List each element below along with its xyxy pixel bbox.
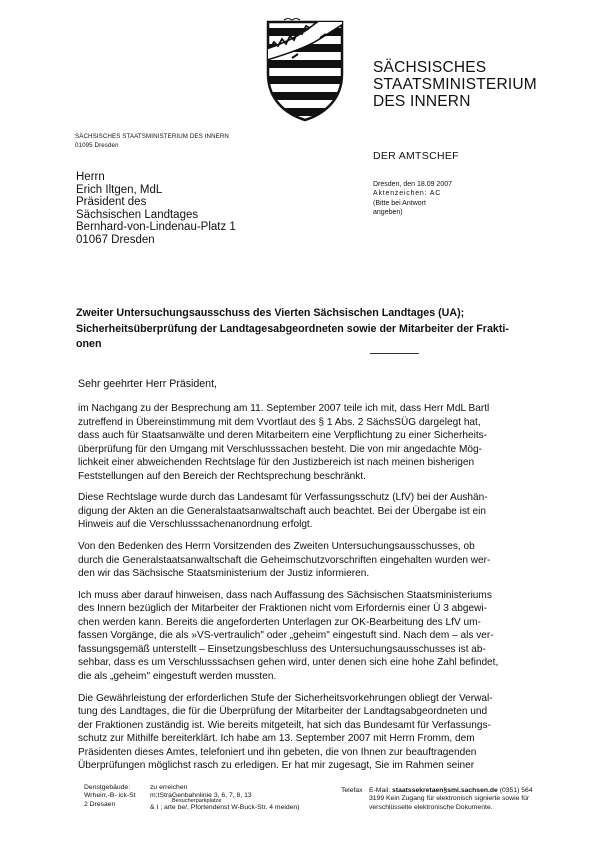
footer-line: 2 Dresaen xyxy=(84,800,116,808)
subject-line xyxy=(76,306,532,353)
body-line: Diese Rechtslage wurde durch das Landesamt für Verfassungsschutz (LfV) bei der Aushän- xyxy=(78,492,488,504)
recipient-institution: Sächsischen Landtages xyxy=(76,208,199,221)
body-line: fassungsgemäß unterstellt – Einsetzungsbeschluss des Untersuchungsausschusses ist ab- xyxy=(78,643,486,655)
body-line: chen werden kann. Bereits die angeforderten Unterlagen zur OK-Bearbeitung des LfV um- xyxy=(78,616,481,628)
footer-contact xyxy=(369,787,589,812)
sender-address xyxy=(75,132,229,150)
subject-underline-divider xyxy=(370,353,419,354)
footer-building xyxy=(84,784,136,809)
body-line: im Nachgang zu der Besprechung am 11. September 2007 teile ich mit, dass Herr MdL Bartl xyxy=(78,403,490,414)
ministry-name xyxy=(373,59,537,110)
body-line: Überprüfungen möglichst rasch zu erledigen. Er hat mir zugesagt, Sie im Rahmen seiner xyxy=(78,760,475,772)
letter-metadata xyxy=(373,180,452,217)
ministry-line: DES INNERN xyxy=(373,93,471,110)
recipient-name: Erich Iltgen, MdL xyxy=(76,183,163,196)
body-line: zutreffend in Übereinstimmung mit dem Vvortlaut des § 1 Abs. 2 SächsSÜG dargelegt hat, xyxy=(78,416,481,428)
footer-email-prefix: E-Mail: xyxy=(369,787,393,794)
body-line: fassen Vorgänge, die als »VS-vertraulich" oder „geheim" eingestuft sind. Nach dem – als ver- xyxy=(78,630,494,642)
recipient-salutation: Herrn xyxy=(76,171,105,183)
footer-email-line xyxy=(369,787,589,795)
body-line: den wir das Sächsische Staatsministerium der Justiz informieren. xyxy=(78,568,370,580)
letter-salutation: Sehr geehrter Herr Präsident, xyxy=(78,378,217,390)
body-line: schutz zur Mithilfe bereiterklärt. Ich habe am 13. September 2007 mit Herrn Fromm, dem xyxy=(78,733,475,745)
saxony-coat-of-arms-logo xyxy=(262,18,348,122)
footer-line: zu erreichen xyxy=(150,784,188,791)
footer-line: verschlüsselte elektronische Dokumente. xyxy=(369,803,493,811)
reference-note: angeben) xyxy=(373,208,403,216)
department-label: DER AMTSCHEF xyxy=(373,150,459,162)
body-line: sehbar, dass es um Verschlusssachsen gehen wird, unter denen sich eine hohe Zahl befindet, xyxy=(78,657,499,669)
ministry-line: STAATSMINISTERIUM xyxy=(373,76,537,93)
letter-date: Dresden, den 18.09 2007 xyxy=(373,181,453,188)
body-line: lichkeit einer abweichenden Rechtslage für den Justizbereich ist nach meinen bisherigen xyxy=(78,457,475,468)
recipient-address xyxy=(76,171,236,247)
body-line: durch die Generalstaatsanwaltschaft die Geheimschutzvorschriften eingehalten wurden wer- xyxy=(78,554,491,566)
body-line: überprüfung für den Umgang mit Verschlusssachen besteht. Die von mir angedachte Mög- xyxy=(78,443,482,455)
sender-line: SÄCHSISCHES STAATSMINISTERIUM DES INNERN xyxy=(75,133,230,140)
body-line: digung der Akten an die Generalstaatsanwaltschaft auch beachtet. Bei der Übergabe ist ein xyxy=(78,505,486,517)
body-line: die als „geheim" eingestuft werden mussten. xyxy=(78,670,277,682)
recipient-title: Präsident des xyxy=(76,196,147,209)
subject-text: Zweiter Untersuchungsausschuss des Vierten Sächsischen Landtages (UA); xyxy=(76,307,465,319)
footer-email: staatssekretaen§smi.sachsen.de xyxy=(392,787,498,794)
body-line: Präsidenten dieses Amtes, telefoniert und ihn gebeten, die von Ihnen zur beauftragenden xyxy=(78,746,477,758)
ministry-line: SÄCHSISCHES xyxy=(373,59,487,76)
subject-text: Sicherheitsüberprüfung der Landtagesabgeordneten sowie der Mitarbeiter der Frakti- xyxy=(76,322,509,335)
body-paragraph xyxy=(78,692,540,773)
footer-fax-label: Telefax xyxy=(341,787,363,794)
footer-phone: (0351) 564 xyxy=(497,787,533,794)
reference-number: Aktenzeichen: AC xyxy=(373,190,442,198)
body-line: Von den Bedenken des Herrn Vorsitzenden des Zweiten Untersuchungsausschusses, ob xyxy=(78,541,475,553)
body-line: Feststellungen auf den Bereich der Rechtsprechung beschränkt. xyxy=(78,470,366,482)
body-line: des Innern bezüglich der Mitarbeiter der Fraktionen nicht vom Erfordernis einer Ü 3 abgewi- xyxy=(78,603,487,615)
footer-line: 3199 Kein Zugang für elektronisch signierte sowie für xyxy=(369,795,530,803)
footer-line: Denstgebäude: xyxy=(84,784,131,791)
body-paragraph xyxy=(78,540,540,581)
body-line: der Fraktionen zuständig ist. Wie bereits mitgeteilt, hat sich das Bundesamt für Verfassungs- xyxy=(78,719,491,731)
footer-line: Besucherparkplatze xyxy=(172,797,222,804)
footer-access xyxy=(150,784,299,812)
body-paragraph xyxy=(78,402,540,483)
letter-body xyxy=(78,402,540,781)
reference-note: (Bitte bei Antwort xyxy=(373,199,426,207)
footer-line: m;tStraGenbahnlinie 3, 6, 7, 8, 13 xyxy=(150,792,252,800)
body-line: dass auch für Staatsanwälte und deren Mitarbeitern eine Verpflichtung zu einer Sicherheits- xyxy=(78,430,488,441)
footer-line: Wrheirr,-B- ick-St xyxy=(84,792,136,800)
body-line: Ich muss aber darauf hinweisen, dass nach Auffassung des Sächsischen Staatsministeriums xyxy=(78,589,492,601)
recipient-city: 01067 Dresden xyxy=(76,233,155,246)
footer-line: & I ; arte be/, Pfortendenst W-Buck-Str. 4 meiden) xyxy=(150,803,300,811)
body-paragraph xyxy=(78,491,540,532)
body-line: tung des Landtages, die für die Überprüfung der Mitarbeiter der Landtagsabgeordneten und xyxy=(78,706,488,718)
body-line: Die Gewährleistung der erforderlichen Stufe der Sicherheitsvorkehrungen obliegt der Verwal- xyxy=(78,692,493,704)
body-line: Hinweis auf die Verschlusssachenanordnung erfolgt. xyxy=(78,519,313,531)
subject-text: onen xyxy=(76,338,102,350)
body-paragraph xyxy=(78,589,540,684)
sender-line: 01095 Dresden xyxy=(75,142,119,149)
recipient-street: Bernhard-von-Lindenau-Platz 1 xyxy=(76,221,236,234)
